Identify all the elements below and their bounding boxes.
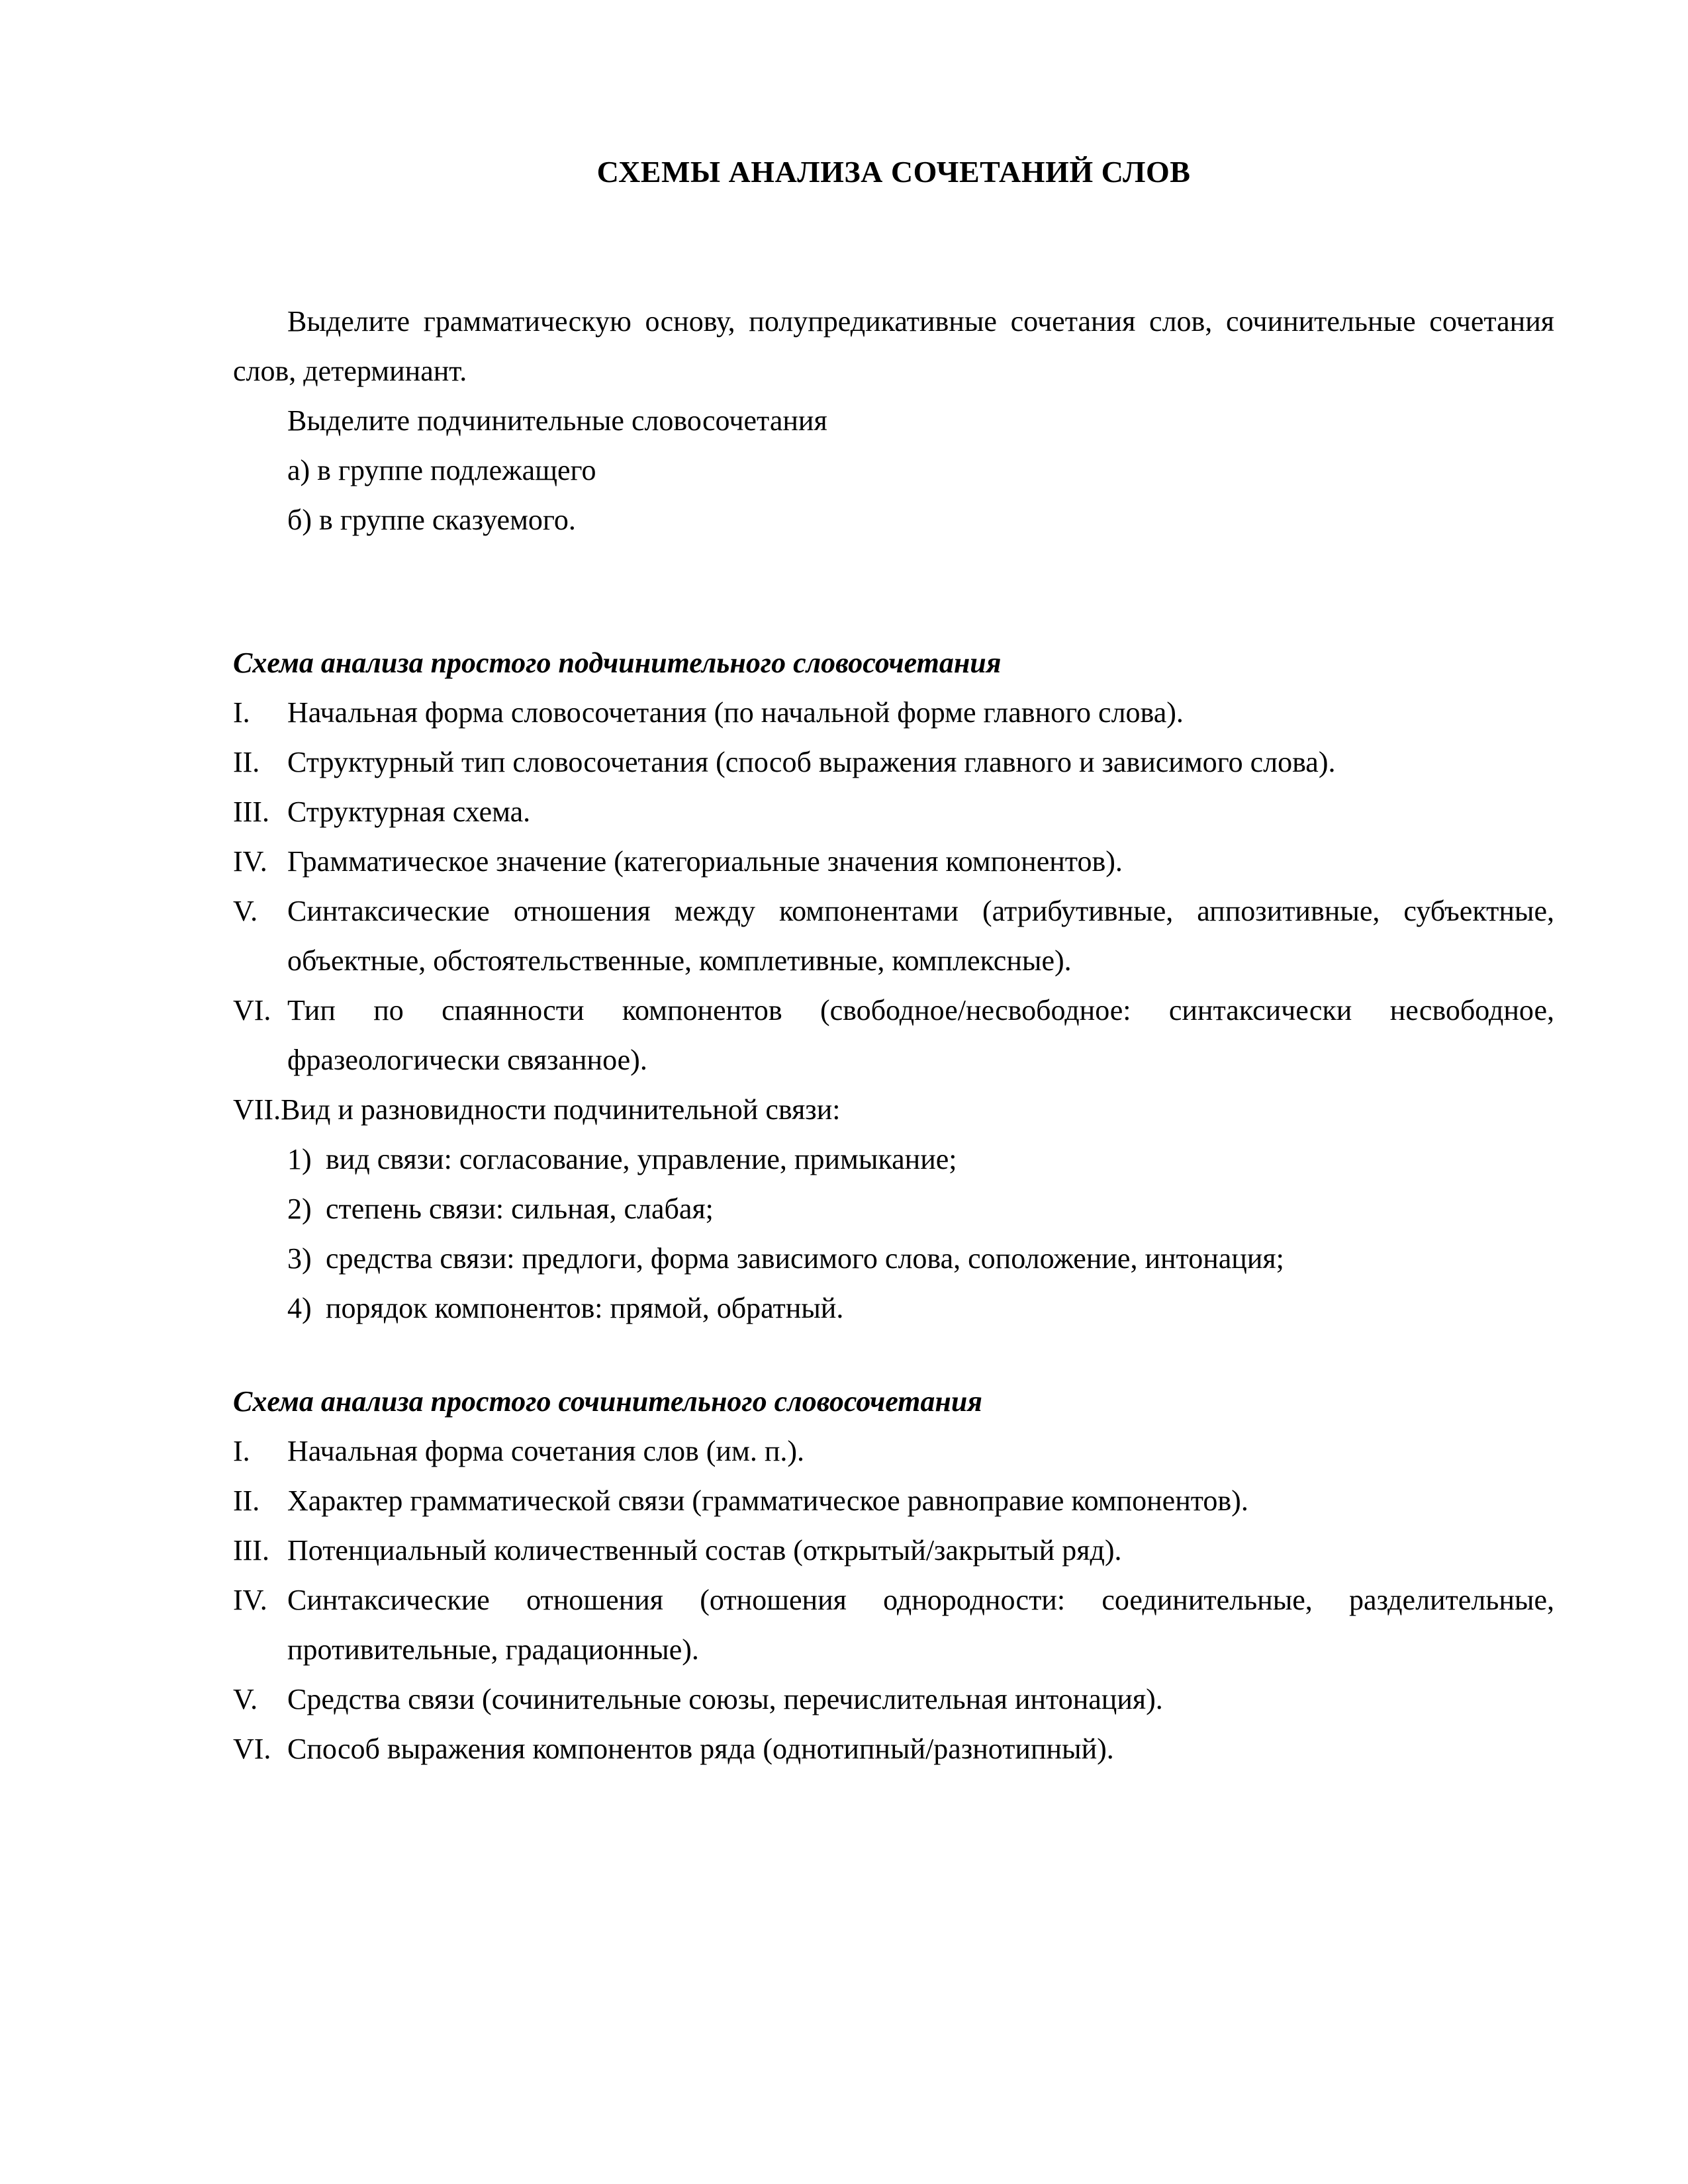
list-item	[233, 787, 1554, 837]
intro-paragraph: Выделите грамматическую основу, полупредикативные сочетания слов, сочинительные сочетания слов, детерминант.	[233, 305, 1554, 387]
item-text: Характер грамматической связи (грамматическое равноправие компонентов).	[287, 1484, 1248, 1517]
sub-item-number: 3)	[287, 1242, 312, 1275]
sub-list-item	[233, 1283, 1554, 1333]
sub-item-number: 4)	[287, 1292, 312, 1324]
item-text: Средства связи (сочинительные союзы, перечислительная интонация).	[287, 1683, 1163, 1715]
sub-item-number: 1)	[287, 1143, 312, 1175]
item-number: III.	[233, 1534, 269, 1567]
item-text: Синтаксические отношения (отношения однородности: соединительные, разделительные, противительные, градационные).	[287, 1584, 1554, 1666]
item-number: V.	[233, 895, 258, 927]
item-number: VI.	[233, 1733, 271, 1765]
subordinate-scheme-section	[233, 638, 1554, 1333]
intro-line: Выделите подчинительные словосочетания	[287, 404, 827, 437]
scheme-list	[233, 1426, 1554, 1774]
item-text: Грамматическое значение (категориальные значения компонентов).	[287, 845, 1123, 878]
list-item	[233, 1085, 1554, 1134]
item-text: Синтаксические отношения между компонентами (атрибутивные, аппозитивные, субъектные, объектные, обстоятельственные, комплетивные, комплексные).	[287, 895, 1554, 977]
item-text: Начальная форма словосочетания (по начальной форме главного слова).	[287, 696, 1184, 729]
item-number: I.	[233, 696, 250, 729]
section-heading: Схема анализа простого подчинительного словосочетания	[233, 647, 1002, 679]
item-number: II.	[233, 1484, 260, 1517]
item-text: Начальная форма сочетания слов (им. п.).	[287, 1435, 805, 1467]
item-text: Потенциальный количественный состав (открытый/закрытый ряд).	[287, 1534, 1122, 1567]
coordinate-scheme-section	[233, 1377, 1554, 1774]
item-number: IV.	[233, 1584, 267, 1616]
intro-line-b: б) в группе сказуемого.	[287, 504, 576, 536]
list-item	[233, 1575, 1554, 1674]
list-item	[233, 1525, 1554, 1575]
scheme-list	[233, 688, 1554, 1134]
list-item	[233, 1674, 1554, 1724]
list-item	[233, 737, 1554, 787]
item-text: Вид и разновидности подчинительной связи:	[281, 1093, 841, 1126]
list-item	[233, 1724, 1554, 1774]
item-number: V.	[233, 1683, 258, 1715]
sub-item-text: степень связи: сильная, слабая;	[326, 1193, 714, 1225]
sub-item-text: вид связи: согласование, управление, примыкание;	[326, 1143, 957, 1175]
sub-list-item	[233, 1134, 1554, 1184]
sub-item-number: 2)	[287, 1193, 312, 1225]
item-number: VI.	[233, 994, 271, 1026]
item-number: III.	[233, 796, 269, 828]
item-text: Структурная схема.	[287, 796, 531, 828]
list-item	[233, 1426, 1554, 1476]
sub-item-text: средства связи: предлоги, форма зависимого слова, соположение, интонация;	[326, 1242, 1284, 1275]
item-number: IV.	[233, 845, 267, 878]
sub-item-text: порядок компонентов: прямой, обратный.	[326, 1292, 844, 1324]
section-heading: Схема анализа простого сочинительного словосочетания	[233, 1385, 982, 1418]
item-number: II.	[233, 746, 260, 778]
item-text: Структурный тип словосочетания (способ выражения главного и зависимого слова).	[287, 746, 1336, 778]
sub-list	[233, 1134, 1554, 1333]
list-item	[233, 1476, 1554, 1525]
list-item	[233, 886, 1554, 985]
item-number: I.	[233, 1435, 250, 1467]
item-number: VII.	[233, 1093, 281, 1126]
list-item	[233, 837, 1554, 886]
list-item	[233, 985, 1554, 1085]
page-title: СХЕМЫ АНАЛИЗА СОЧЕТАНИЙ СЛОВ	[596, 155, 1191, 189]
item-text: Способ выражения компонентов ряда (однотипный/разнотипный).	[287, 1733, 1114, 1765]
sub-list-item	[233, 1184, 1554, 1234]
list-item	[233, 688, 1554, 737]
intro-block	[233, 296, 1554, 545]
intro-line-a: а) в группе подлежащего	[287, 454, 596, 486]
sub-list-item	[233, 1234, 1554, 1283]
item-text: Тип по спаянности компонентов (свободное/несвободное: синтаксически несвободное, фразеологически связанное).	[287, 994, 1554, 1076]
